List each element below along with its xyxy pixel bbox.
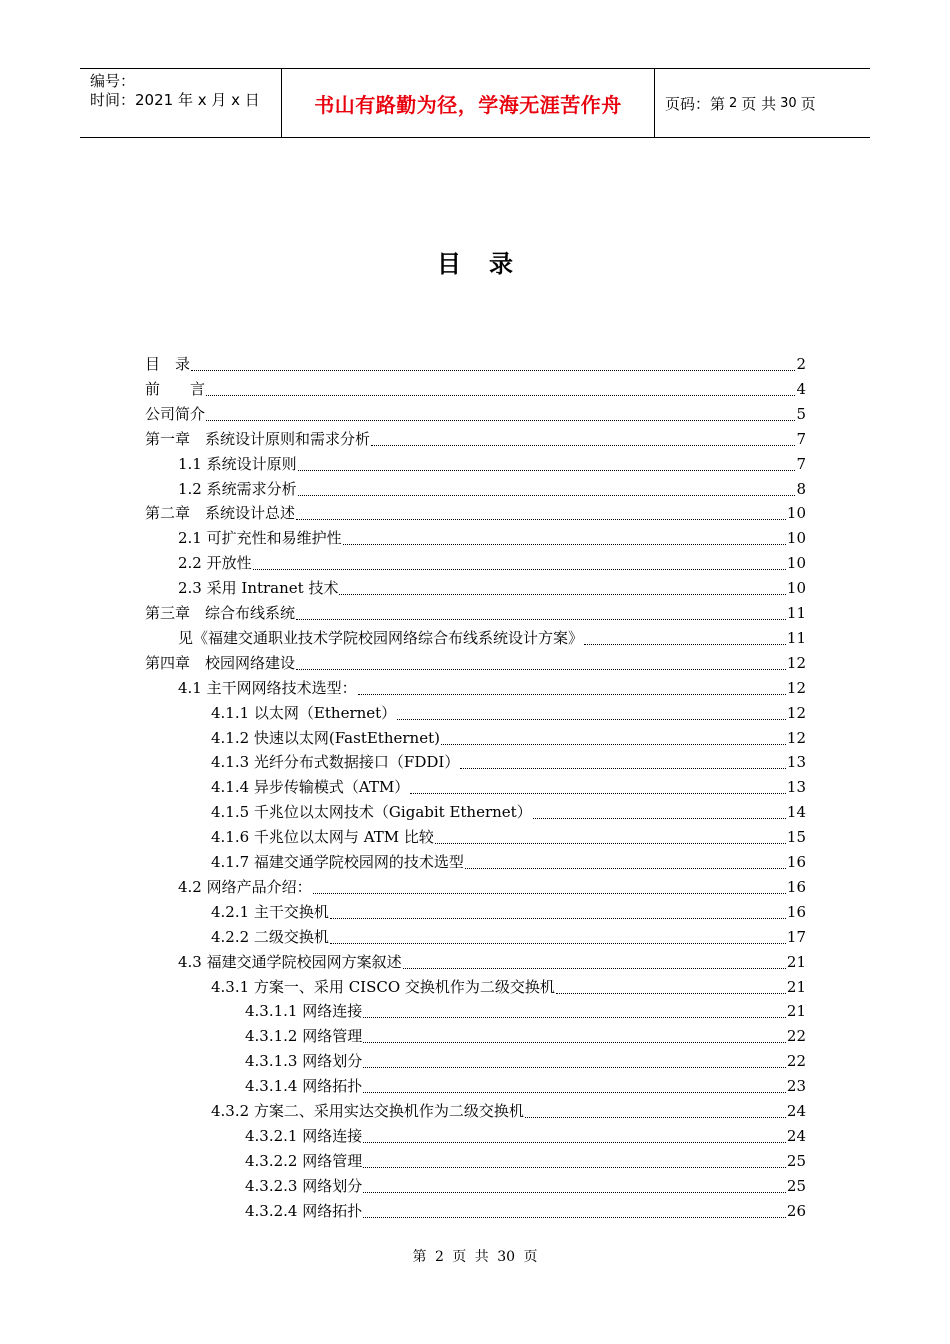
toc-entry[interactable] <box>211 701 806 726</box>
toc-entry[interactable] <box>245 999 806 1024</box>
toc-entry-title: 4.2.1 主干交换机 <box>211 902 329 921</box>
toc-entry[interactable] <box>211 850 806 875</box>
toc-leader-dots <box>296 501 786 520</box>
toc-leader-dots <box>525 1099 786 1118</box>
header-number-label: 编号： <box>90 72 136 90</box>
toc-entry-page: 21 <box>786 977 806 996</box>
toc-leader-dots <box>363 1074 786 1093</box>
toc-entry[interactable] <box>245 1174 806 1199</box>
toc-leader-dots <box>296 601 786 620</box>
toc-entry[interactable] <box>145 377 806 402</box>
header-page-current: 2 <box>729 95 738 111</box>
toc-leader-dots <box>330 900 786 919</box>
toc-entry[interactable] <box>145 501 806 526</box>
toc-entry-page: 12 <box>786 678 806 697</box>
toc-leader-dots <box>363 1124 786 1143</box>
toc-leader-dots <box>343 526 786 545</box>
toc-leader-dots <box>363 1049 786 1068</box>
toc-entry-title: 4.3.2 方案二、采用实达交换机作为二级交换机 <box>211 1102 524 1120</box>
toc-leader-dots <box>363 1199 786 1218</box>
toc-leader-dots <box>206 402 795 421</box>
toc-entry[interactable] <box>178 526 806 551</box>
toc-leader-dots <box>330 925 786 944</box>
toc-entry-page: 25 <box>786 1176 806 1195</box>
toc-entry-title: 第一章 系统设计原则和需求分析 <box>145 429 371 448</box>
toc-entry[interactable] <box>245 1074 806 1099</box>
toc-entry[interactable] <box>211 975 806 1000</box>
toc-entry-page: 4 <box>796 379 806 398</box>
toc-title: 目录 <box>437 250 541 278</box>
toc-entry-page: 22 <box>786 1027 806 1046</box>
toc-entry[interactable] <box>178 950 806 975</box>
toc-entry-title: 1.2 系统需求分析 <box>178 479 297 498</box>
toc-entry-title: 4.3 福建交通学院校园网方案叙述 <box>178 952 402 971</box>
toc-entry[interactable] <box>178 452 806 477</box>
toc-entry[interactable] <box>145 352 806 377</box>
toc-entry-page: 12 <box>786 728 806 747</box>
toc-leader-dots <box>296 651 786 670</box>
toc-entry-title: 4.1.3 光纤分布式数据接口（FDDI） <box>211 753 460 772</box>
toc-entry-page: 26 <box>786 1201 806 1220</box>
toc-entry[interactable] <box>211 775 806 800</box>
toc-entry[interactable] <box>178 551 806 576</box>
toc-leader-dots <box>584 626 786 645</box>
toc-entry[interactable] <box>178 576 806 601</box>
toc-entry-page: 12 <box>786 703 806 722</box>
toc-entry-title: 见《福建交通职业技术学院校园网络综合布线系统设计方案》 <box>178 628 584 647</box>
toc-entry[interactable] <box>245 1024 806 1049</box>
toc-entry[interactable] <box>178 626 806 651</box>
toc-entry-page: 5 <box>796 404 806 423</box>
toc-entry[interactable] <box>178 676 806 701</box>
toc-entry-title: 公司简介 <box>145 404 206 423</box>
toc-entry[interactable] <box>245 1149 806 1174</box>
toc-entry-title: 4.3.1.4 网络拓扑 <box>245 1077 363 1096</box>
toc-leader-dots <box>206 377 795 396</box>
toc-leader-dots <box>403 950 786 969</box>
toc-entry[interactable] <box>145 402 806 427</box>
toc-entry-title: 4.1.7 福建交通学院校园网的技术选型 <box>211 853 464 871</box>
toc-entry[interactable] <box>178 875 806 900</box>
toc-entry-title: 2.3 采用 Intranet 技术 <box>178 579 339 598</box>
toc-entry[interactable] <box>211 726 806 751</box>
toc-leader-dots <box>556 975 786 994</box>
toc-entry[interactable] <box>245 1124 806 1149</box>
toc-entry-title: 第四章 校园网络建设 <box>145 653 296 672</box>
toc-leader-dots <box>363 1174 786 1193</box>
toc-entry-page: 16 <box>786 902 806 921</box>
toc-entry-title: 4.1.5 千兆位以太网技术（Gigabit Ethernet） <box>211 803 532 822</box>
toc-entry[interactable] <box>211 1099 806 1124</box>
header-meta <box>80 69 282 137</box>
toc-entry-title: 第三章 综合布线系统 <box>145 604 296 622</box>
toc-leader-dots <box>465 850 786 869</box>
toc-entry[interactable] <box>211 825 806 850</box>
toc-entry[interactable] <box>178 477 806 502</box>
toc-entry-title: 4.3.1 方案一、采用 CISCO 交换机作为二级交换机 <box>211 977 555 996</box>
toc-entry-page: 8 <box>796 479 806 498</box>
toc-entry-title: 4.3.2.3 网络划分 <box>245 1176 363 1195</box>
toc-entry-page: 15 <box>786 828 806 847</box>
toc-entry-page: 10 <box>786 579 806 598</box>
toc-entry-title: 4.3.1.2 网络管理 <box>245 1027 363 1046</box>
header-page-total: 30 <box>780 95 797 111</box>
toc-entry-page: 17 <box>786 927 806 946</box>
toc-leader-dots <box>313 875 786 894</box>
toc-leader-dots <box>253 551 786 570</box>
toc-entry-page: 23 <box>786 1077 806 1096</box>
toc-entry-page: 16 <box>786 853 806 871</box>
toc-entry-page: 10 <box>786 554 806 573</box>
toc-entry-page: 24 <box>786 1102 806 1120</box>
toc-entry-title: 4.3.2.2 网络管理 <box>245 1151 363 1170</box>
toc-entry-title: 4.3.2.1 网络连接 <box>245 1126 363 1145</box>
toc-entry-title: 前 言 <box>145 379 206 398</box>
toc-entry[interactable] <box>145 427 806 452</box>
toc-entry-page: 13 <box>786 753 806 772</box>
toc-entry-page: 16 <box>786 877 806 896</box>
header-date-label: 时间：2021 年 x 月 x 日 <box>90 91 260 109</box>
toc-entry-page: 22 <box>786 1052 806 1071</box>
toc-entry-title: 第二章 系统设计总述 <box>145 504 296 523</box>
toc-entry-page: 12 <box>786 653 806 672</box>
toc-entry-title: 4.1.1 以太网（Ethernet） <box>211 703 397 722</box>
toc-leader-dots <box>460 750 786 769</box>
toc-entry[interactable] <box>211 800 806 825</box>
toc-entry-page: 24 <box>786 1126 806 1145</box>
toc-leader-dots <box>363 1024 786 1043</box>
toc-entry-title: 目 录 <box>145 355 191 373</box>
toc-leader-dots <box>371 427 795 446</box>
toc-entry-title: 2.2 开放性 <box>178 554 252 573</box>
toc-entry-page: 10 <box>786 504 806 523</box>
toc-entry-title: 4.1 主干网网络技术选型： <box>178 678 357 697</box>
toc-leader-dots <box>363 1149 786 1168</box>
toc-entry-page: 21 <box>786 952 806 971</box>
toc-entry-page: 25 <box>786 1151 806 1170</box>
header-page-mid: 页 共 <box>741 94 777 113</box>
toc-entry[interactable] <box>145 601 806 626</box>
toc-entry[interactable] <box>245 1199 806 1224</box>
toc-leader-dots <box>397 701 786 720</box>
page-footer: 第 2 页 共 30 页 <box>412 1249 538 1265</box>
toc-entry-title: 4.3.2.4 网络拓扑 <box>245 1201 363 1220</box>
toc-entry-page: 14 <box>786 803 806 822</box>
toc-leader-dots <box>358 676 786 695</box>
toc-entry-title: 4.2 网络产品介绍： <box>178 877 312 896</box>
toc-leader-dots <box>441 726 786 745</box>
toc-entry-page: 21 <box>786 1002 806 1021</box>
toc-entry-title: 2.1 可扩充性和易维护性 <box>178 529 342 548</box>
toc-leader-dots <box>298 477 796 496</box>
header-page-info <box>655 69 870 137</box>
toc-entry[interactable] <box>211 750 806 775</box>
toc-entry-page: 11 <box>786 604 806 622</box>
toc-entry-page: 13 <box>786 778 806 797</box>
toc-leader-dots <box>533 800 786 819</box>
header-page-suffix: 页 <box>800 94 816 113</box>
toc-entry-page: 2 <box>796 355 806 373</box>
toc-leader-dots <box>363 999 786 1018</box>
toc-leader-dots <box>410 775 786 794</box>
toc-entry-page: 7 <box>796 454 806 473</box>
toc-entry-page: 10 <box>786 529 806 548</box>
toc-entry[interactable] <box>245 1049 806 1074</box>
toc-entry[interactable] <box>211 925 806 950</box>
toc-entry-title: 4.2.2 二级交换机 <box>211 927 329 946</box>
toc-entry-page: 11 <box>786 628 806 647</box>
toc-leader-dots <box>435 825 786 844</box>
toc-entry-page: 7 <box>796 429 806 448</box>
toc-leader-dots <box>191 352 795 371</box>
toc-entry[interactable] <box>145 651 806 676</box>
header-page-prefix: 页码：第 <box>665 94 726 113</box>
toc-entry-title: 1.1 系统设计原则 <box>178 454 297 473</box>
toc-entry-title: 4.1.6 千兆位以太网与 ATM 比较 <box>211 828 434 847</box>
header-motto: 书山有路勤为径，学海无涯苦作舟 <box>282 69 655 137</box>
toc-entry-title: 4.1.2 快速以太网(FastEthernet) <box>211 728 440 747</box>
toc-entry[interactable] <box>211 900 806 925</box>
toc-entry-title: 4.1.4 异步传输模式（ATM） <box>211 778 410 797</box>
page-header <box>80 68 870 138</box>
toc-entry-title: 4.3.1.3 网络划分 <box>245 1052 363 1071</box>
toc-entry-title: 4.3.1.1 网络连接 <box>245 1002 363 1021</box>
toc-leader-dots <box>298 452 796 471</box>
toc-leader-dots <box>339 576 785 595</box>
